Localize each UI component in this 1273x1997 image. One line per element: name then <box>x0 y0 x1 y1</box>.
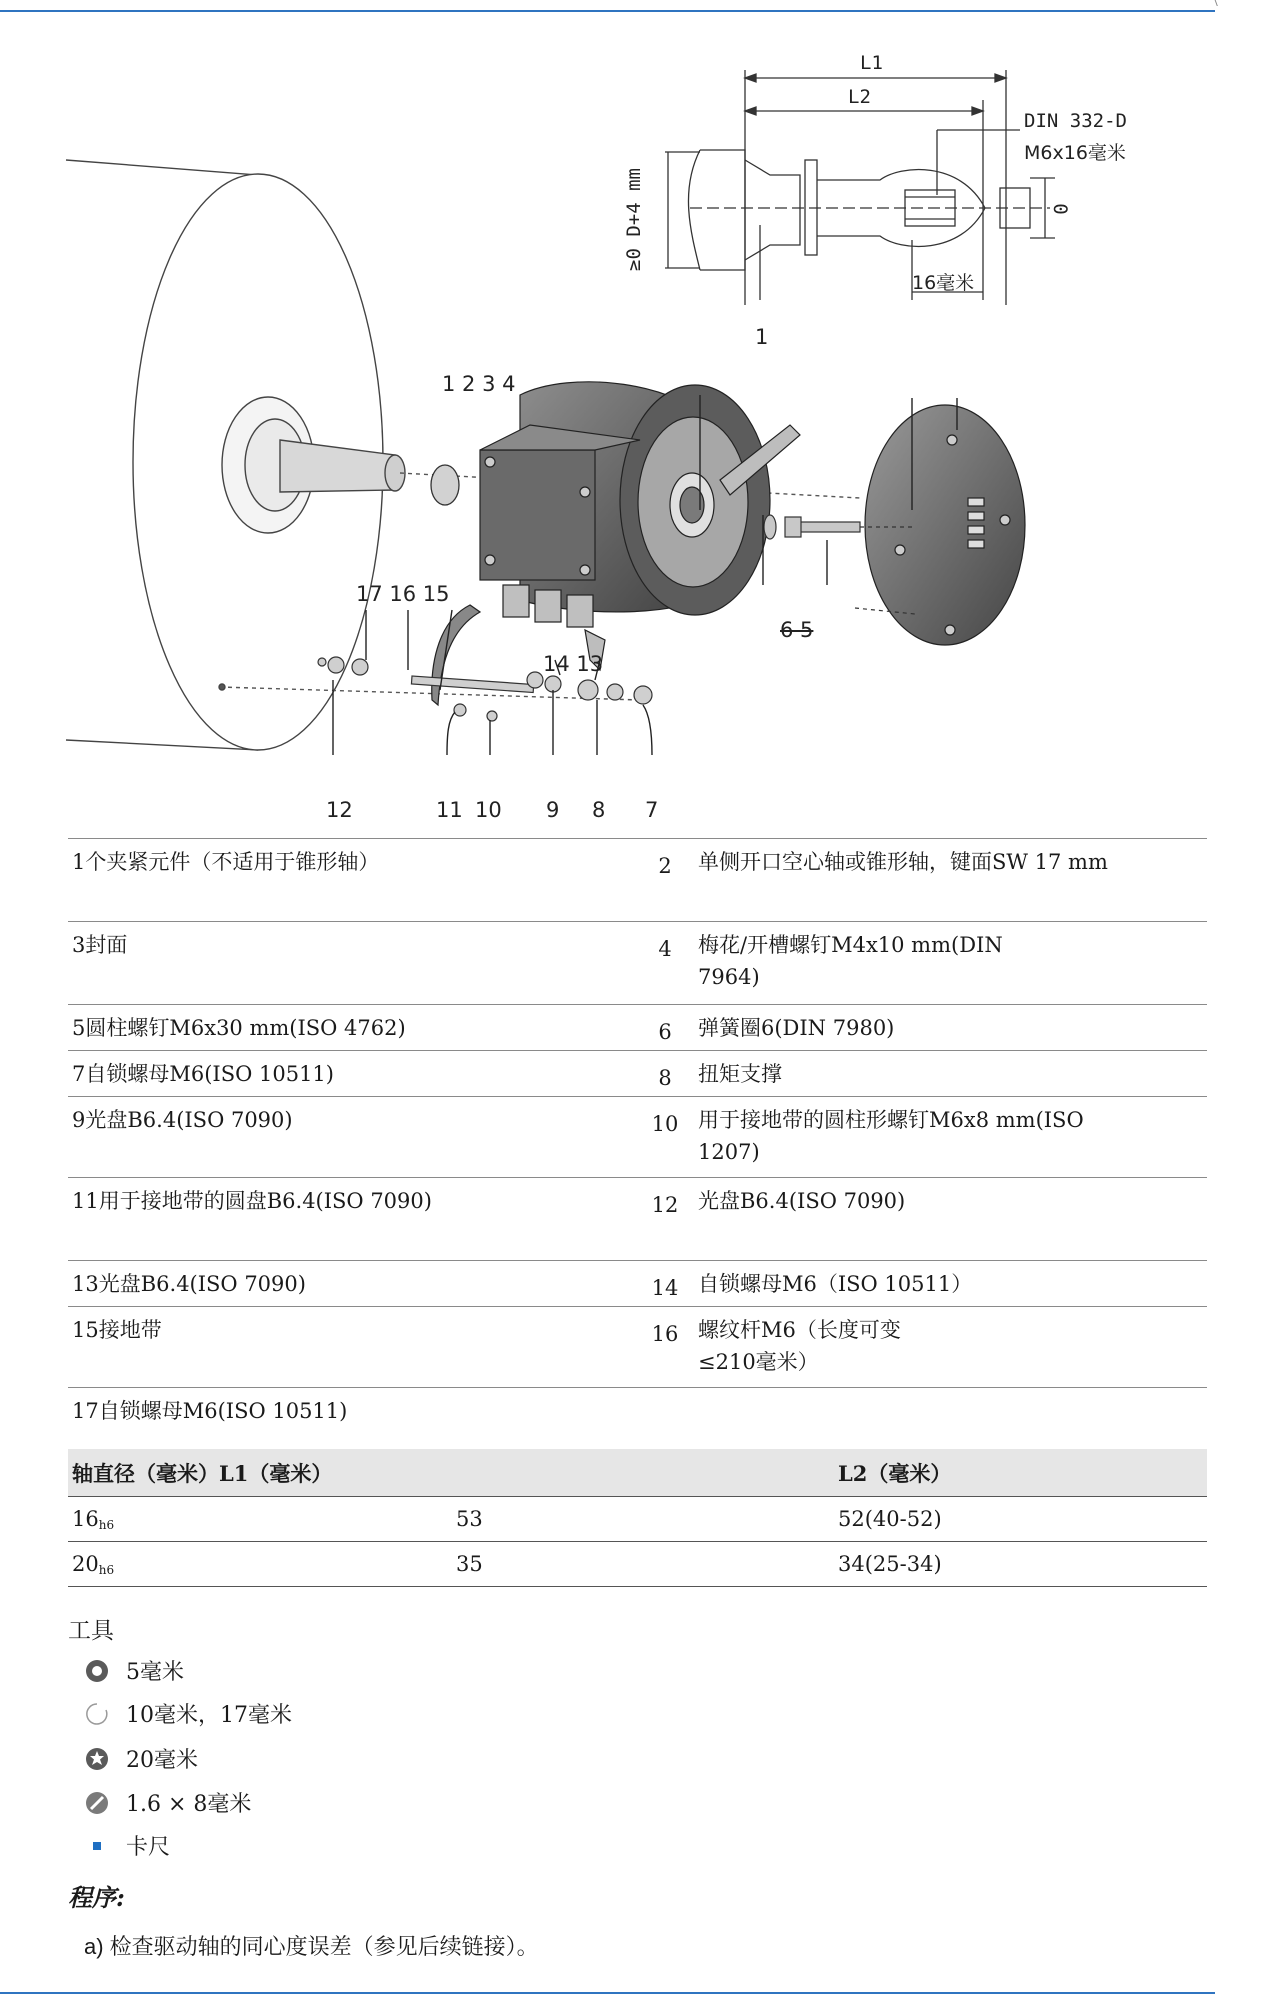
part-number: 12 <box>651 1193 679 1217</box>
dim-l2: L2 <box>848 86 871 108</box>
part-number: 6 <box>658 1020 672 1044</box>
dim-shaft-diameter: ≥0 D+4 mm <box>623 168 645 271</box>
callout-1-2-3-4: 1 2 3 4 <box>442 372 516 396</box>
tolerance: h6 <box>98 1562 115 1577</box>
callout-17-16-15: 17 16 15 <box>356 582 450 606</box>
dim-table-header <box>68 1449 1207 1497</box>
diameter-value: 16 <box>72 1506 99 1531</box>
torx-icon <box>84 1746 110 1772</box>
part-left: 3封面 <box>72 933 128 957</box>
tool-item <box>84 1787 251 1818</box>
part-right: 螺纹杆M6（长度可变 ≤210毫米） <box>698 1318 901 1374</box>
clamping-element <box>431 465 459 505</box>
callout-11: 11 <box>436 798 463 822</box>
header-l2: L2（毫米） <box>834 1449 1207 1497</box>
open-wrench-icon <box>84 1701 110 1727</box>
part-left: 17自锁螺母M6(ISO 10511) <box>72 1399 348 1423</box>
table-row <box>68 1497 1207 1542</box>
part-number <box>636 1388 694 1433</box>
cell-diameter <box>68 1542 452 1587</box>
parts-row <box>68 922 1207 1005</box>
exploded-assembly-figure <box>0 0 1273 830</box>
parts-row <box>68 1005 1207 1051</box>
table-row <box>68 1542 1207 1587</box>
callout-10: 10 <box>475 798 502 822</box>
part-number: 8 <box>658 1066 672 1090</box>
part-right: 梅花/开槽螺钉M4x10 mm(DIN 7964) <box>698 933 1003 989</box>
hex-socket-icon <box>84 1658 110 1684</box>
part-number: 16 <box>651 1322 679 1346</box>
procedure-title: 程序: <box>68 1883 125 1912</box>
callout-8: 8 <box>592 798 606 822</box>
tools-title: 工具 <box>68 1618 114 1644</box>
part-right: 弹簧圈6(DIN 7980) <box>698 1016 895 1040</box>
part-left: 9光盘B6.4(ISO 7090) <box>72 1108 293 1132</box>
callout-1-dim: 1 <box>755 325 769 349</box>
part-right: 自锁螺母M6（ISO 10511） <box>698 1272 973 1296</box>
header-shaft-l1: 轴直径（毫米）L1（毫米） <box>68 1449 452 1497</box>
tool-label: 20毫米 <box>126 1748 198 1773</box>
parts-row <box>68 1178 1207 1261</box>
dim-l1: L1 <box>860 52 883 74</box>
part-number: 10 <box>651 1112 679 1136</box>
step-text: 检查驱动轴的同心度误差（参见后续链接）。 <box>109 1935 539 1960</box>
dim-depth: 16毫米 <box>912 272 975 294</box>
parts-row <box>68 1097 1207 1178</box>
callout-14-13: 14 13 <box>543 652 604 676</box>
tool-item <box>84 1698 292 1729</box>
callout-7: 7 <box>645 798 659 822</box>
parts-list <box>68 838 1207 1433</box>
procedure-step <box>84 1930 539 1961</box>
tolerance: h6 <box>98 1517 115 1532</box>
dim-thread: M6x16毫米 <box>1024 142 1126 164</box>
cover <box>865 405 1025 645</box>
callout-9: 9 <box>546 798 560 822</box>
parts-row <box>68 839 1207 922</box>
bottom-rule <box>0 1992 1215 1994</box>
part-left: 1个夹紧元件（不适用于锥形轴） <box>72 850 380 874</box>
part-number: 4 <box>658 937 672 961</box>
part-left: 7自锁螺母M6(ISO 10511) <box>72 1062 334 1086</box>
part-right: 扭矩支撑 <box>698 1062 782 1086</box>
part-left: 5圆柱螺钉M6x30 mm(ISO 4762) <box>72 1016 406 1040</box>
part-right: 光盘B6.4(ISO 7090) <box>698 1189 906 1213</box>
dim-diameter: 0 <box>1050 203 1073 215</box>
header-empty <box>452 1449 834 1497</box>
shaft-dimension-table <box>68 1449 1207 1587</box>
tool-item <box>84 1830 170 1861</box>
part-number: 2 <box>658 854 672 878</box>
parts-row <box>68 1261 1207 1307</box>
slotted-screwdriver-icon <box>84 1790 110 1816</box>
cell-diameter <box>68 1497 452 1542</box>
tool-label: 卡尺 <box>126 1835 171 1860</box>
part-right <box>694 1388 1207 1433</box>
encoder-body <box>432 382 800 705</box>
tool-label: 5毫米 <box>126 1660 184 1685</box>
bullet-icon <box>84 1833 110 1859</box>
cell-l2: 34(25-34) <box>834 1542 1207 1587</box>
cell-l1: 53 <box>452 1497 834 1542</box>
cell-l1: 35 <box>452 1542 834 1587</box>
callout-12: 12 <box>326 798 353 822</box>
tool-label: 1.6 × 8毫米 <box>126 1792 252 1817</box>
dim-din-standard: DIN 332-D <box>1024 110 1127 132</box>
part-left: 15接地带 <box>72 1318 162 1342</box>
part-right: 单侧开口空心轴或锥形轴，键面SW 17 mm <box>698 850 1108 874</box>
step-label: a) <box>84 1934 104 1959</box>
diameter-value: 20 <box>72 1551 99 1576</box>
part-left: 13光盘B6.4(ISO 7090) <box>72 1272 306 1296</box>
callout-6-5: 6 5 <box>780 618 814 642</box>
parts-row <box>68 1051 1207 1097</box>
part-left: 11用于接地带的圆盘B6.4(ISO 7090) <box>72 1189 432 1213</box>
tool-label: 10毫米，17毫米 <box>126 1703 292 1728</box>
parts-row <box>68 1388 1207 1433</box>
part-number: 14 <box>651 1276 679 1300</box>
cell-l2: 52(40-52) <box>834 1497 1207 1542</box>
part-right: 用于接地带的圆柱形螺钉M6x8 mm(ISO 1207) <box>698 1108 1084 1164</box>
parts-row <box>68 1307 1207 1388</box>
tool-item <box>84 1655 184 1686</box>
tool-item <box>84 1743 198 1774</box>
